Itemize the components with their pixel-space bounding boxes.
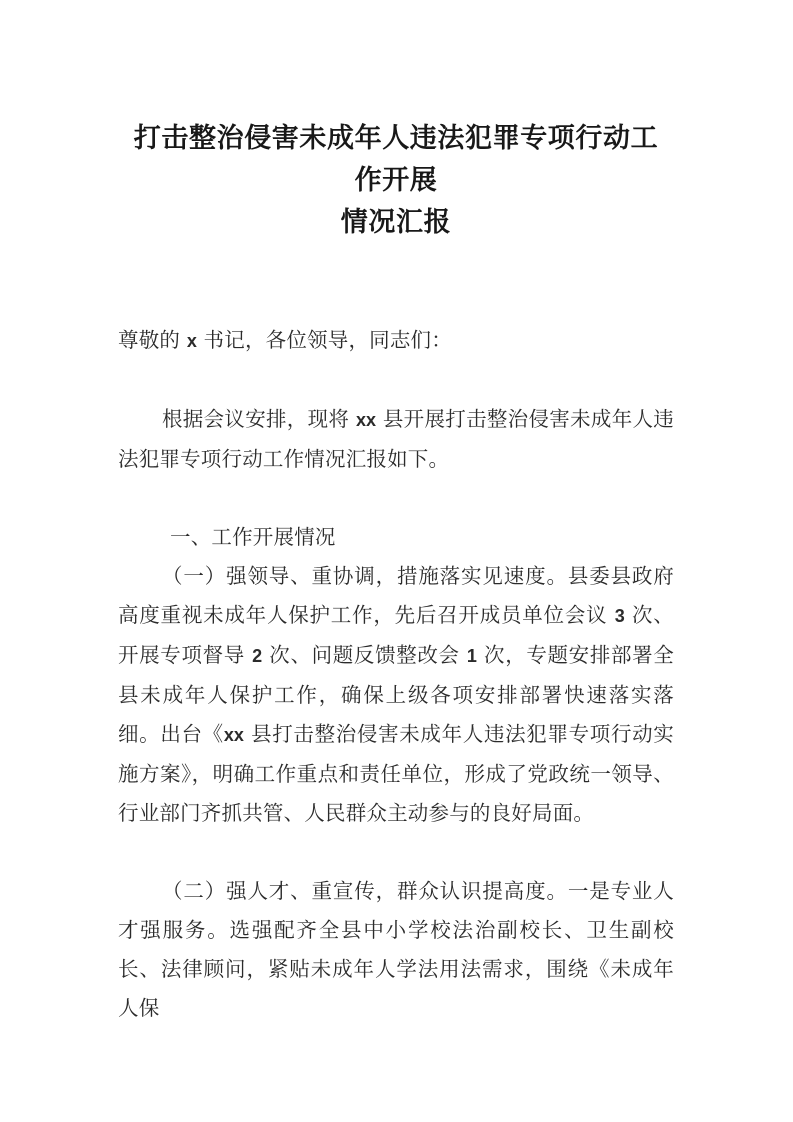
document-title (118, 118, 674, 244)
document-title-line-1: 打击整治侵害未成年人违法犯罪专项行动工作开展 (133, 123, 659, 196)
latin-run: 2 (252, 646, 263, 666)
spacer-before-salutation (118, 244, 674, 321)
section-heading-1: 一、工作开展情况 (170, 525, 336, 549)
document-title-line-2: 情况汇报 (340, 207, 452, 238)
document-body (118, 118, 674, 1028)
latin-run: 3 (614, 606, 625, 626)
latin-run: xx (356, 410, 377, 430)
intro-paragraph: 根据会议安排，现将 xx 县开展打击整治侵害未成年人违法犯罪专项行动工作情况汇报如下。 (118, 407, 674, 471)
latin-run: xx (223, 725, 244, 745)
paragraph-1: （一）强领导、重协调，措施落实见速度。县委县政府高度重视未成年人保护工作，先后召开成员单位会议 3 次、开展专项督导 2 次、问题反馈整改会 1 次，专题安排部署全县未成年人保护工作，确保上级各项安排部署快速落实落细。出台《xx 县打击整治侵害未成年人违法犯罪专项行动实施方案》，明确工作重点和责任单位，形成了党政统一领导、行业部门齐抓共管、人民群众主动参与的良好局面。 (118, 564, 675, 825)
spacer-before-section-heading (118, 479, 674, 518)
salutation: 尊敬的 x 书记，各位领导，同志们： (118, 328, 452, 352)
paragraph-2: （二）强人才、重宣传，群众认识提高度。一是专业人才强服务。选强配齐全县中小学校法治副校长、卫生副校长、法律顾问，紧贴未成年人学法用法需求，围绕《未成年人保 (118, 879, 674, 1020)
spacer-between-paragraphs (118, 833, 674, 872)
latin-run: x (186, 331, 197, 351)
spacer-after-salutation (118, 361, 674, 400)
latin-run: 1 (466, 646, 477, 666)
